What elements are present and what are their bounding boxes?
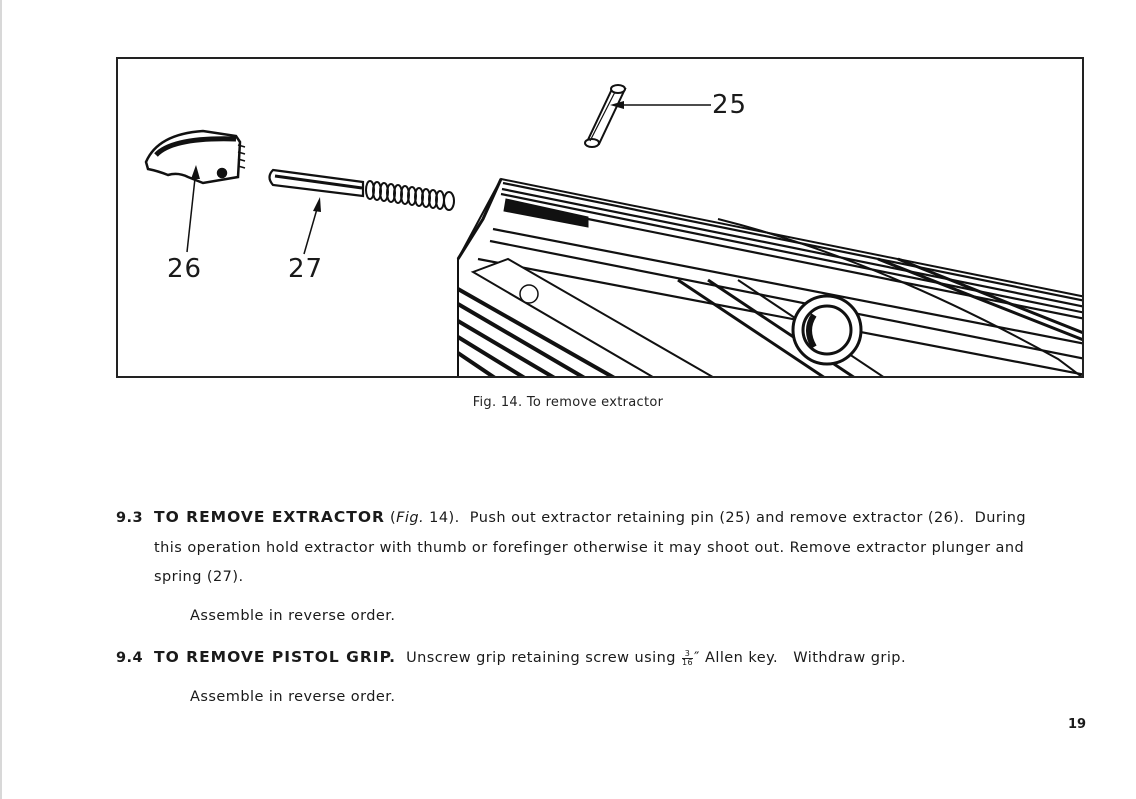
- callout-25: 25: [712, 90, 748, 120]
- section-9-3-line-1: [116, 503, 1088, 534]
- fraction-denominator: 16: [681, 657, 694, 667]
- section-9-3-note: Assemble in reverse order.: [190, 608, 396, 624]
- ref-open: (: [390, 510, 397, 526]
- ref-num: 14).: [424, 510, 460, 526]
- figure-14: [116, 57, 1084, 378]
- retaining-pin-drawing: [585, 85, 625, 147]
- figure-reference: [390, 510, 460, 526]
- section-heading: TO REMOVE EXTRACTOR: [154, 508, 385, 526]
- section-body-line-2: this operation hold extractor with thumb or forefinger otherwise it may shoot out. Remove extractor plunger and: [154, 539, 1025, 556]
- extractor-exploded-diagram: [118, 59, 1084, 378]
- section-9-3: [116, 503, 1088, 593]
- callout-27: 27: [288, 254, 324, 284]
- fraction-three-sixteenths: [682, 650, 693, 667]
- section-body: Unscrew grip retaining screw using: [395, 650, 681, 666]
- page-number: 19: [1068, 717, 1087, 732]
- section-9-4-note: Assemble in reverse order.: [190, 689, 396, 705]
- fraction-numerator: 3: [682, 650, 693, 659]
- plunger-spring-drawing: [270, 170, 364, 196]
- ref-fig: Fig.: [396, 510, 425, 526]
- figure-caption: Fig. 14. To remove extractor: [472, 395, 664, 410]
- section-body-line-3: spring (27).: [154, 569, 244, 585]
- section-body-line-1: Push out extractor retaining pin (25) and remove extractor (26). During: [459, 510, 1027, 526]
- breech-block-drawing: [458, 179, 1084, 378]
- callout-26: 26: [167, 254, 203, 284]
- section-number: 9.3: [116, 510, 144, 526]
- section-body-after: ″ Allen key. Withdraw grip.: [694, 650, 907, 666]
- section-9-4: [116, 643, 1088, 674]
- section-heading: TO REMOVE PISTOL GRIP.: [154, 648, 396, 666]
- spring-coils: [366, 181, 454, 210]
- section-number: 9.4: [116, 650, 144, 666]
